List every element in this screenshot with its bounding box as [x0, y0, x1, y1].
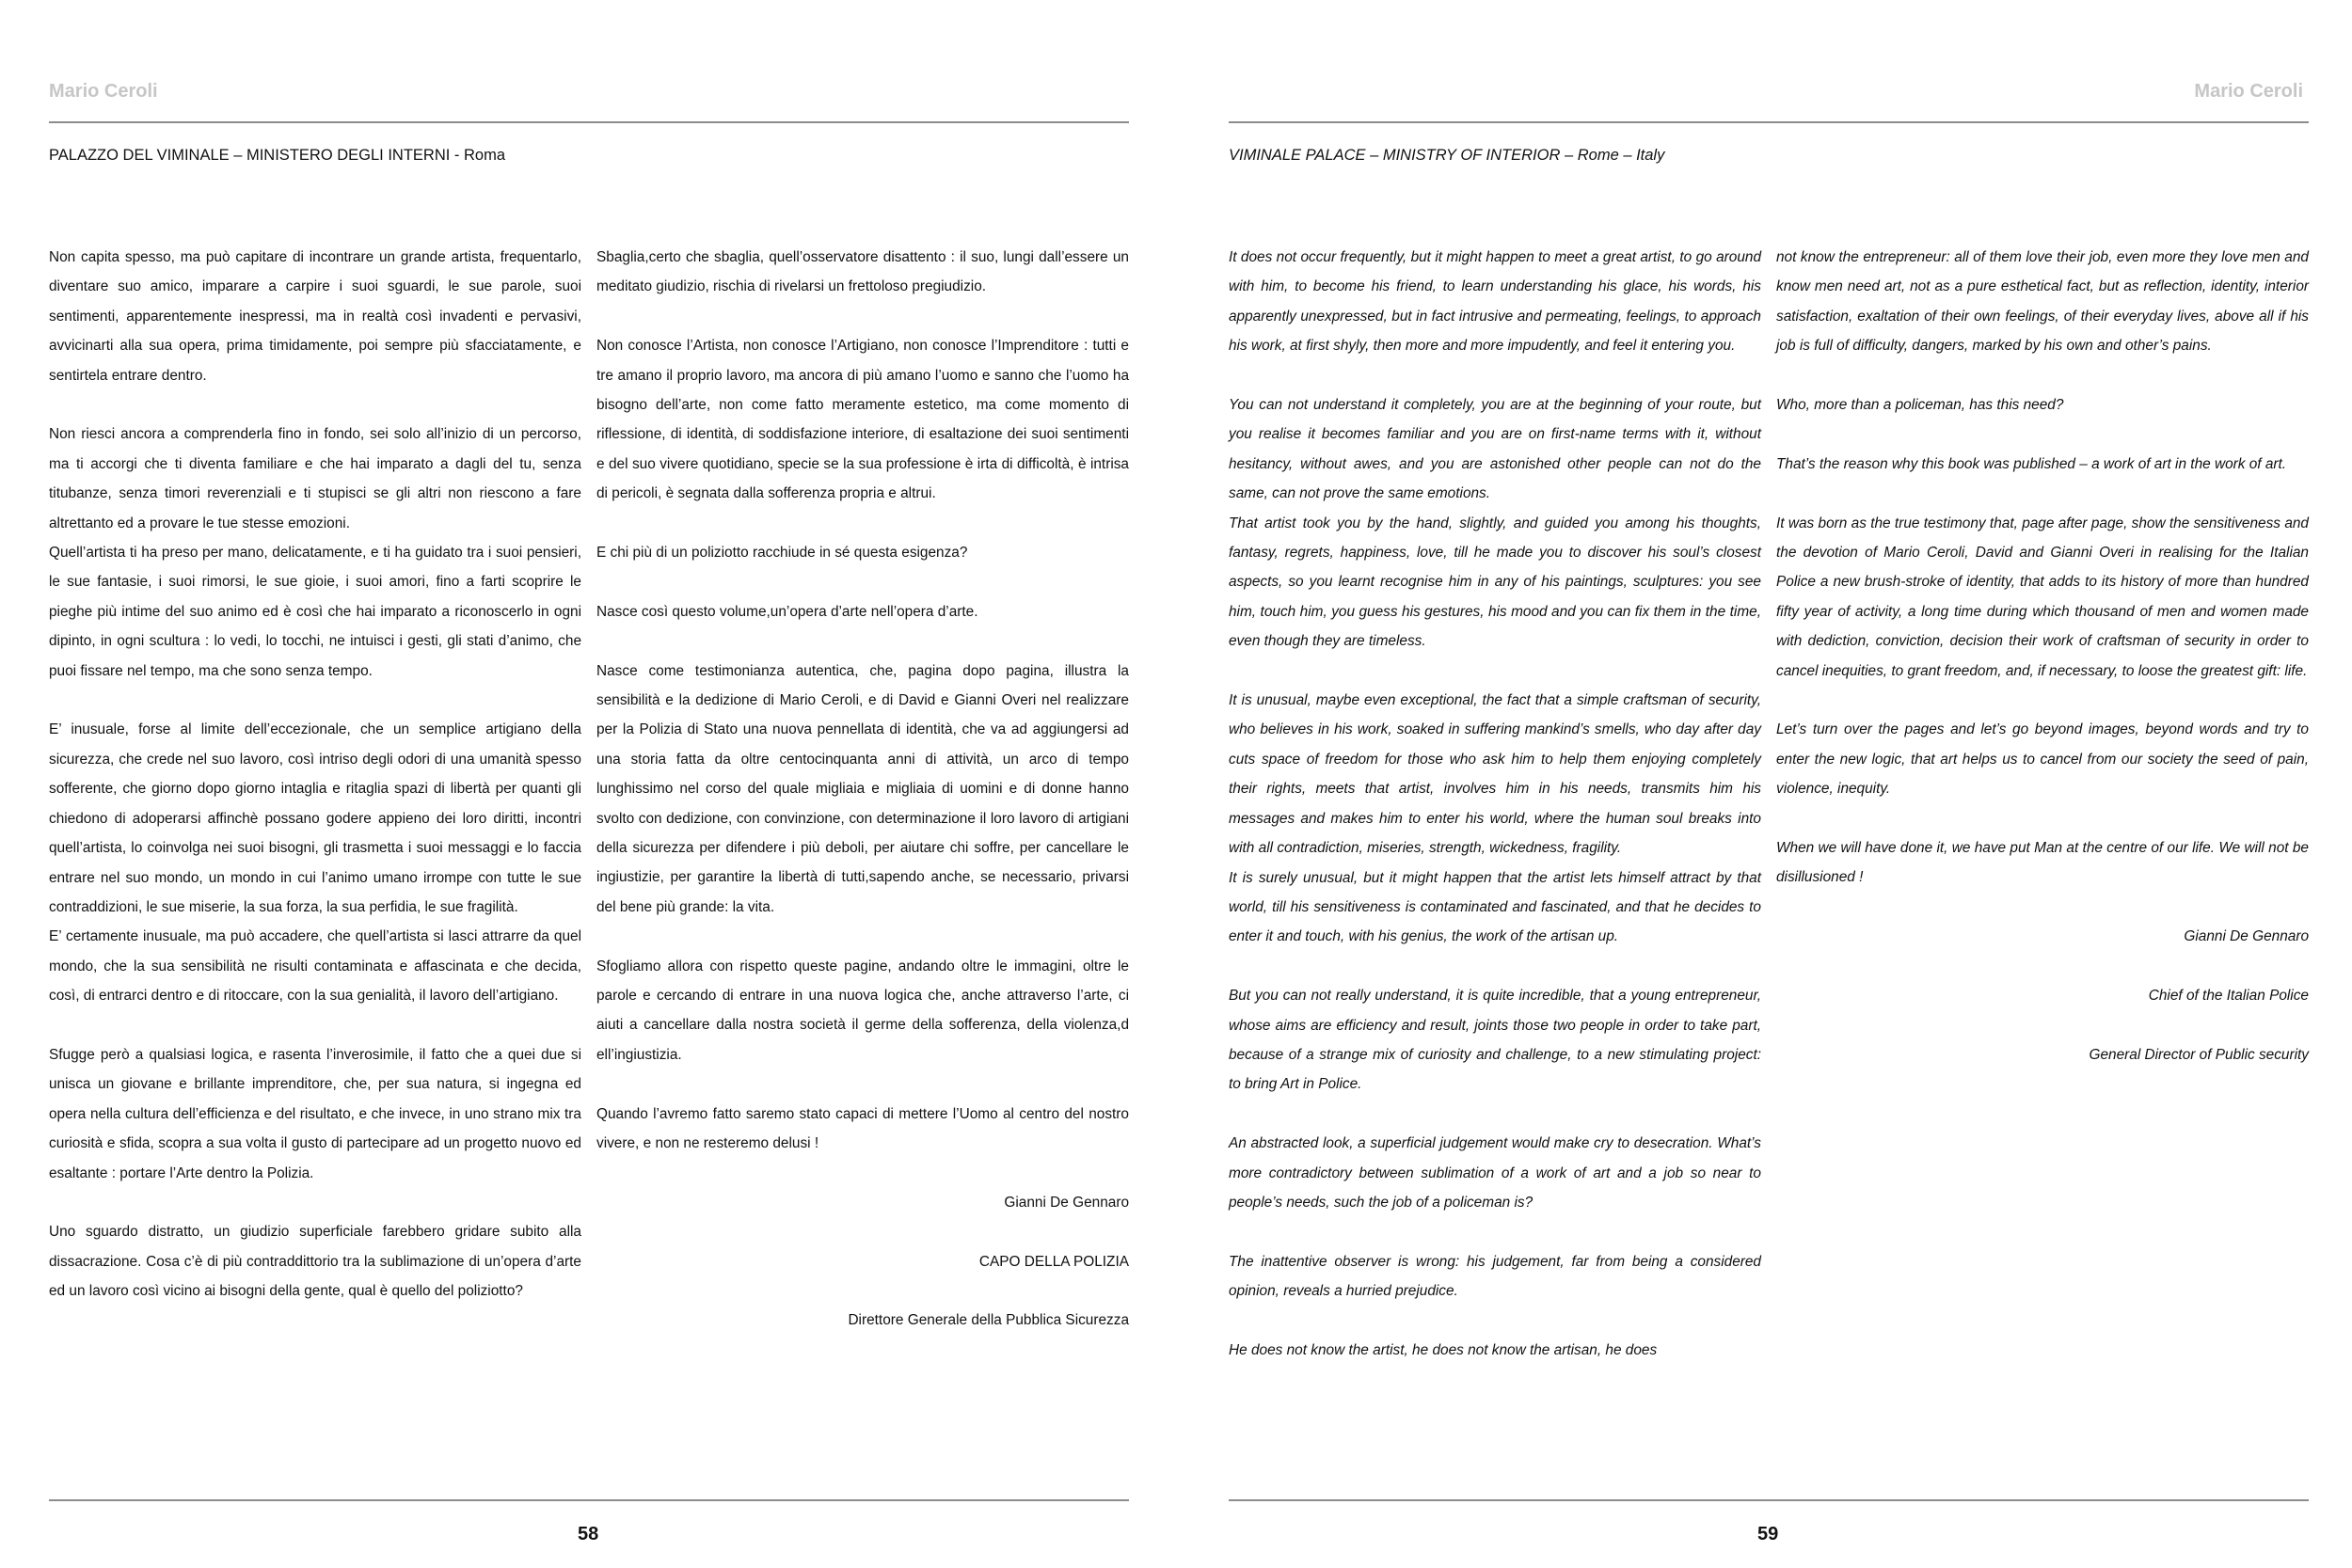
paragraph: Non capita spesso, ma può capitare di incontrare un grande artista, frequentarlo, diventare suo amico, imparare a carpire i suoi sguardi, le sue parole, suoi sentimenti, apparentemente inespressi, ma in realtà così invadenti e pervasivi, avvicinarti alla sua opera, prima timidamente, poi sempre più sfacciatamente, e sentirtela entrare dentro. — [49, 249, 581, 384]
left-column-1 — [49, 243, 581, 1336]
right-column-2 — [1776, 243, 2309, 1100]
section-title: PALAZZO DEL VIMINALE – MINISTERO DEGLI INTERNI - Roma — [49, 147, 506, 164]
signature-title: Chief of the Italian Police — [2148, 988, 2309, 1005]
paragraph: An abstracted look, a superficial judgement would make cry to desecration. What’s more contradictory between sublimation of a work of art and a job so near to people’s needs, such the job of a policeman is? — [1229, 1135, 1761, 1211]
signature-name: Gianni De Gennaro — [1004, 1194, 1129, 1211]
paragraph: not know the entrepreneur: all of them love their job, even more they love men and know men need art, not as a pure esthetical fact, but as reflection, identity, interior satisfaction, exaltation of their own feelings, of their everyday lives, above all if his job is full of difficulty, dangers, marked by his own and other’s pains. — [1776, 249, 2309, 355]
paragraph: E’ inusuale, forse al limite dell’eccezionale, che un semplice artigiano della sicurezza, che crede nel suo lavoro, così intriso degli odori di una umanità spesso sofferente, che giorno dopo giorno intaglia e ritaglia spazi di libertà per quanti gli chiedono di adoperarsi affinchè possano godere appieno dei loro diritti, incontri quell’artista, lo coinvolga nei suoi bisogni, gli trasmetta i suoi messaggi e lo faccia entrare nel suo mondo, un mondo in cui l’animo umano irrompe con tutte le sue contraddizioni, le sue miserie, la sua forza, la sua perfidia, le sue fragilità. — [49, 721, 581, 915]
signature-title: CAPO DELLA POLIZIA — [978, 1253, 1129, 1270]
left-column-2 — [596, 243, 1129, 1365]
signature-block — [596, 1188, 1129, 1336]
paragraph: E chi più di un poliziotto racchiude in sé questa esigenza? — [596, 545, 968, 562]
signature-block — [1776, 922, 2309, 1069]
paragraph: Sfogliamo allora con rispetto queste pagine, andando oltre le immagini, oltre le parole e cercando di entrare in una nuova logica che, anche attraverso l’arte, ci aiuti a cancellare dalla nostra società il germe della sofferenza, della violenza,d ell’ingiustizia. — [596, 958, 1129, 1063]
paragraph: That’s the reason why this book was published – a work of art in the work of art. — [1776, 455, 2287, 472]
paragraph: You can not understand it completely, you are at the beginning of your route, but you realise it becomes familiar and you are on first-name terms with it, without hesitancy, without awes, and you are astonished other people can not do the same, can not prove the same emotions. — [1229, 397, 1761, 502]
paragraph: The inattentive observer is wrong: his judgement, far from being a considered opinion, reveals a hurried prejudice. — [1229, 1253, 1761, 1300]
paragraph: Quando l’avremo fatto saremo stato capaci di mettere l’Uomo al centro del nostro vivere, e non ne resteremo delusi ! — [596, 1105, 1129, 1152]
paragraph: It is unusual, maybe even exceptional, the fact that a simple craftsman of security, who believes in his work, soaked in suffering mankind’s smells, who day after day cuts space of freedom for those who ask him to help them enjoying completely their rights, meets that artist, involves him in his needs, transmits him his messages and makes him to enter his world, where the human soul breaks into with all contradiction, miseries, strength, wickedness, fragility. — [1229, 692, 1761, 857]
signature-role: General Director of Public security — [2089, 1046, 2309, 1063]
paragraph: That artist took you by the hand, slightly, and guided you among his thoughts, fantasy, regrets, happiness, love, till he made you to discover his soul’s closest aspects, so you learnt recognise him in any of his paintings, sculptures: you see him, touch him, you guess his gestures, his mood and you can fix them in the time, even though they are timeless. — [1229, 515, 1761, 650]
running-head-author: Mario Ceroli — [2194, 81, 2303, 102]
paragraph: It is surely unusual, but it might happen that the artist lets himself attract by that world, till his sensitiveness is contaminated and fascinated, and that he decides to enter it and touch, with his genius, the work of the artisan up. — [1229, 869, 1761, 945]
paragraph: Sbaglia,certo che sbaglia, quell’osservatore disattento : il suo, lungi dall’essere un meditato giudizio, rischia di rivelarsi un frettoloso pregiudizio. — [596, 249, 1129, 295]
right-page — [1176, 0, 2352, 1568]
paragraph: Quell’artista ti ha preso per mano, delicatamente, e ti ha guidato tra i suoi pensieri, le sue fantasie, i suoi rimorsi, le sue gioie, i suoi amori, fino a farti scoprire le pieghe più intime del suo animo ed è così che hai imparato a riconoscerlo in ogni dipinto, in ogni scultura : lo vedi, lo tocchi, ne intuisci i gesti, gli stati d’animo, che puoi fissare nel tempo, ma che sono senza tempo. — [49, 545, 581, 679]
paragraph: Let’s turn over the pages and let’s go beyond images, beyond words and try to enter the new logic, that art helps us to cancel from our society the seed of pain, violence, inequity. — [1776, 721, 2309, 798]
section-title: VIMINALE PALACE – MINISTRY OF INTERIOR – Rome – Italy — [1229, 147, 1665, 164]
right-column-1 — [1229, 243, 1761, 1395]
paragraph: Nasce così questo volume,un’opera d’arte nell’opera d’arte. — [596, 603, 978, 620]
footer-rule — [1229, 1499, 2309, 1501]
paragraph: Uno sguardo distratto, un giudizio superficiale farebbero gridare subito alla dissacrazione. Cosa c’è di più contraddittorio tra la sublimazione di un’opera d’arte ed un lavoro così vicino ai bisogni della gente, qual è quello del poliziotto? — [49, 1224, 581, 1300]
paragraph: He does not know the artist, he does not know the artisan, he does — [1229, 1341, 1658, 1358]
paragraph: E’ certamente inusuale, ma può accadere, che quell’artista si lasci attrarre da quel mondo, che la sua sensibilità ne risulti contaminata e affascinata e che decida, così, di entrarci dentro e di ritoccare, con la sua genialità, il lavoro dell’artigiano. — [49, 928, 581, 1005]
signature-name: Gianni De Gennaro — [2184, 928, 2309, 945]
footer-rule — [49, 1499, 1129, 1501]
header-rule — [1229, 121, 2309, 123]
paragraph: It was born as the true testimony that, page after page, show the sensitiveness and the devotion of Mario Ceroli, David and Gianni Overi in realising for the Italian Police a new brush-stroke of identity, that adds to its history of more than hundred fifty year of activity, a long time during which thousand of men and women made with dediction, conviction, decision their work of craftsman of security in order to cancel inequities, to grant freedom, and, if necessary, to loose the greatest gift: life. — [1776, 515, 2309, 679]
signature-role: Direttore Generale della Pubblica Sicurezza — [848, 1312, 1129, 1329]
paragraph: When we will have done it, we have put Man at the centre of our life. We will not be disillusioned ! — [1776, 840, 2309, 886]
paragraph: It does not occur frequently, but it might happen to meet a great artist, to go around with him, to become his friend, to learn understanding his glace, his words, his apparently unexpressed, but in fact intrusive and permeating, feelings, to approach his work, at first shyly, then more and more impudently, and feel it entering you. — [1229, 249, 1761, 355]
page-number: 58 — [578, 1524, 599, 1544]
paragraph: But you can not really understand, it is quite incredible, that a young entrepreneur, whose aims are efficiency and result, joints those two people in order to take part, because of a strange mix of curiosity and challenge, to a new stimulating project: to bring Art in Police. — [1229, 988, 1761, 1093]
running-head-author: Mario Ceroli — [49, 81, 158, 102]
paragraph: Nasce come testimonianza autentica, che, pagina dopo pagina, illustra la sensibilità e la dedizione di Mario Ceroli, e di David e Gianni Overi nel realizzare per la Polizia di Stato una nuova pennellata di identità, che va ad aggiungersi ad una storia fatta da oltre centocinquanta anni di attività, un arco di tempo lunghissimo nel corso del quale migliaia e migliaia di uomini e di donne hanno svolto con dedizione, con convinzione, con determinazione il loro lavoro di artigiani della sicurezza per difendere i più deboli, per aiutare chi soffre, per cancellare le ingiustizie, per garantire la libertà di tutti,sapendo anche, se necessario, privarsi del bene più grande: la vita. — [596, 662, 1129, 915]
paragraph: Who, more than a policeman, has this need? — [1776, 397, 2064, 414]
header-rule — [49, 121, 1129, 123]
paragraph: Sfugge però a qualsiasi logica, e rasenta l’inverosimile, il fatto che a quei due si unisca un giovane e brillante imprenditore, che, per sua natura, si ingegna ed opera nella cultura dell’efficienza e del risultato, e che invece, in uno strano mix tra curiosità e sfida, scopra a sua volta il gusto di partecipare ad un progetto nuovo ed esaltante : portare l’Arte dentro la Polizia. — [49, 1046, 581, 1181]
paragraph: Non conosce l’Artista, non conosce l’Artigiano, non conosce l’Imprenditore : tutti e tre amano il proprio lavoro, ma ancora di più amano l’uomo e sanno che l’uomo ha bisogno dell’arte, non come fatto meramente estetico, ma come momento di riflessione, di identità, di soddisfazione interiore, di esaltazione dei suoi sentimenti e del suo vivere quotidiano, specie se la sua professione è irta di difficoltà, è intrisa di pericoli, è segnata dalla sofferenza propria e altrui. — [596, 338, 1129, 502]
paragraph: Non riesci ancora a comprenderla fino in fondo, sei solo all’inizio di un percorso, ma ti accorgi che ti diventa familiare e che hai imparato a dagli del tu, senza titubanze, senza timori reverenziali e ti stupisci se gli altri non riescono a fare altrettanto ed a provare le tue stesse emozioni. — [49, 426, 581, 531]
page-number: 59 — [1757, 1524, 1779, 1544]
